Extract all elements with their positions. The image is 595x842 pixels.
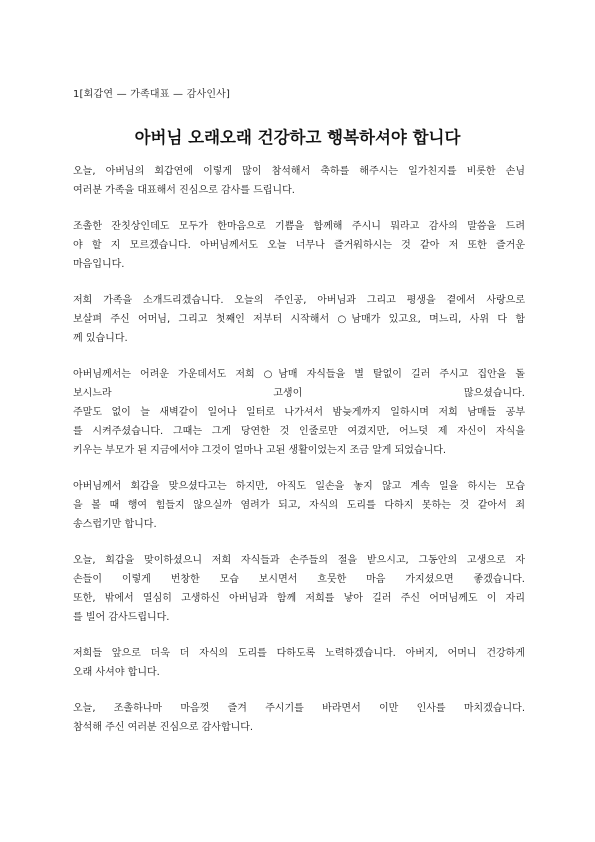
paragraph: [73, 217, 525, 274]
paragraph: [73, 699, 525, 737]
document-body: [73, 162, 525, 754]
paragraph: [73, 291, 525, 348]
text-line: 오래 사셔야 합니다.: [73, 667, 160, 678]
text-line: 저희들 앞으로 더욱 더 자식의 도리를 다하도록 노력하겠습니다. 아버지, 어머니 건강하게: [73, 648, 525, 659]
text-line: 송스럽기만 합니다.: [73, 519, 157, 530]
text-line: 또한, 밖에서 열심히 고생하신 아버님과 함께 저희를 낳아 길러 주신 어머님께도 이 자리: [73, 593, 525, 604]
text-line: 아버님께서 회갑을 맞으셨다고는 하지만, 아직도 일손을 놓지 않고 계속 일을 하시는 모습: [73, 481, 525, 492]
paragraph: [73, 551, 525, 627]
text-line: 보살펴 주신 어머님, 그리고 첫째인 저부터 시작해서 ○남매가 있고요, 며느리, 사위 다 함: [73, 314, 525, 325]
paragraph: [73, 477, 525, 534]
text-line: 를 시켜주셨습니다. 그때는 그게 당연한 것 인줄로만 여겼지만, 어느덧 제 자신이 자식을: [73, 426, 525, 437]
text-line: 을 볼 때 행여 힘들지 않으실까 염려가 되고, 자식의 도리를 다하지 못하는 것 같아서 죄: [73, 500, 525, 511]
paragraph: [73, 162, 525, 200]
document-title: 아버님 오래오래 건강하고 행복하셔야 합니다: [134, 128, 461, 147]
document-header: 1[회갑연 — 가족대표 — 감사인사]: [73, 89, 231, 100]
text-line: 오늘, 회갑을 맞이하셨으니 저희 자식들과 손주들의 절을 받으시고, 그동안의 고생으로 자: [73, 555, 525, 566]
text-line: 를 빌어 감사드립니다.: [73, 612, 170, 623]
text-line: 보시느라 고생이 많으셨습니다.: [73, 388, 525, 399]
text-line: 야 할 지 모르겠습니다. 아버님께서도 오늘 너무나 즐거워하시는 것 같아 저 또한 즐거운: [73, 240, 525, 251]
text-line: 키우는 부모가 된 지금에서야 그것이 얼마나 고된 생활이었는지 조금 알게 되었습니다.: [73, 445, 447, 456]
text-line: 참석해 주신 여러분 진심으로 감사합니다.: [73, 722, 254, 733]
paragraph: [73, 644, 525, 682]
text-line: 오늘, 조촐하나마 마음껏 즐겨 주시기를 바라면서 이만 인사를 마치겠습니다.: [73, 703, 525, 714]
text-line: 아버님께서는 어려운 가운데서도 저희 ○남매 자식들을 별 탈없이 길러 주시고 집안을 돌: [73, 369, 525, 380]
text-line: 마음입니다.: [73, 259, 125, 270]
text-line: 손들이 이렇게 번창한 모습 보시면서 흐뭇한 마음 가지셨으면 좋겠습니다.: [73, 574, 525, 585]
text-line: 여러분 가족을 대표해서 진심으로 감사를 드립니다.: [73, 185, 295, 196]
text-line: 께 있습니다.: [73, 333, 128, 344]
text-line: 저희 가족을 소개드리겠습니다. 오늘의 주인공, 아버님과 그리고 평생을 곁에서 사랑으로: [73, 295, 525, 306]
text-line: 조촐한 잔칫상인데도 모두가 한마음으로 기쁨을 함께해 주시니 뭐라고 감사의 말씀을 드려: [73, 221, 525, 232]
paragraph: [73, 365, 525, 460]
text-line: 오늘, 아버님의 회갑연에 이렇게 많이 참석해서 축하를 해주시는 일가친지를 비롯한 손님: [73, 166, 525, 177]
text-line: 주말도 없이 늘 새벽같이 일어나 일터로 나가셔서 밤늦게까지 일하시며 저희 남매들 공부: [73, 407, 525, 418]
